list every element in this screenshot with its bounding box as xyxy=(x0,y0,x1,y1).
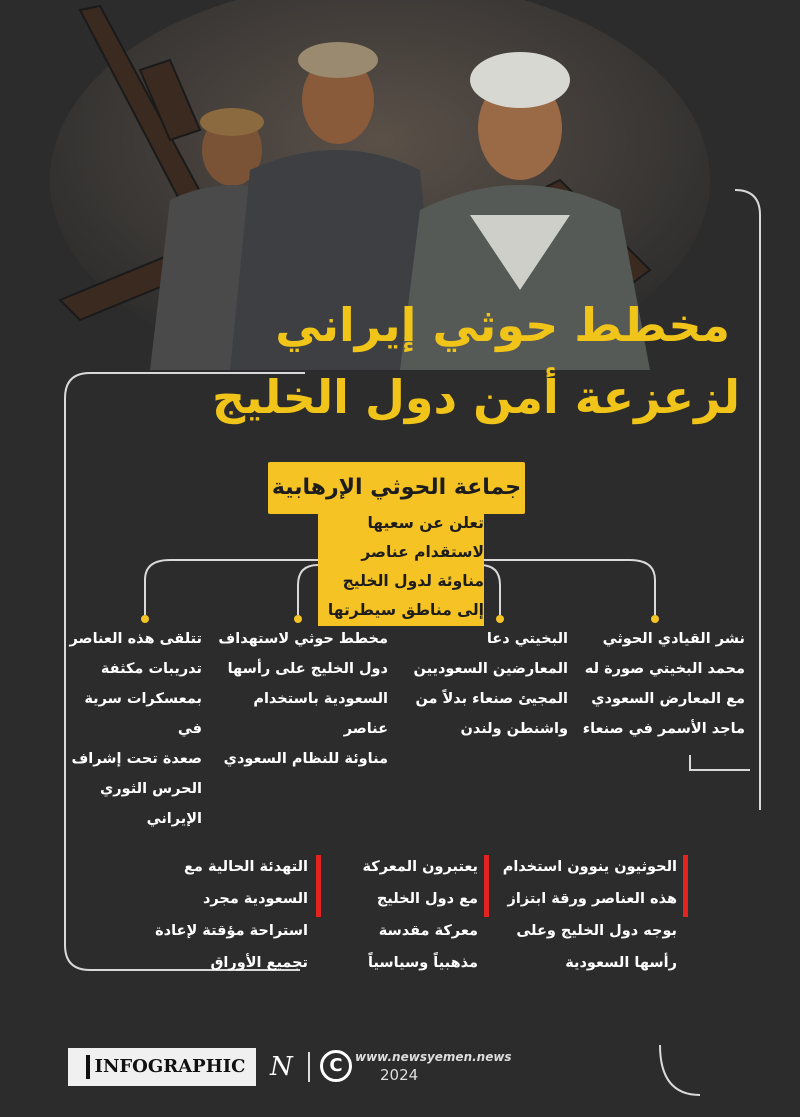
bottom-line: التهدئة الحالية مع xyxy=(184,859,308,875)
group-label: جماعة الحوثي الإرهابية xyxy=(268,462,525,514)
bottom-line: السعودية مجرد xyxy=(202,891,308,907)
column-line: مناوئة للنظام السعودي xyxy=(223,751,388,767)
bullet-dot xyxy=(294,615,302,623)
intro-line: مناوئة لدول الخليج xyxy=(342,572,484,590)
column-line: البخيتي دعا xyxy=(486,631,568,647)
bottom-line: رأسها السعودية xyxy=(565,955,677,971)
bottom-line: مع دول الخليج xyxy=(376,891,478,907)
column-line: السعودية باستخدام عناصر xyxy=(253,691,388,737)
copyright-icon: C xyxy=(320,1050,352,1082)
column-plan xyxy=(208,624,388,774)
column-line: تدريبات مكثفة xyxy=(100,661,202,677)
logo-mark: N xyxy=(270,1052,293,1082)
bullet-dot xyxy=(496,615,504,623)
intro-text xyxy=(314,509,484,625)
bottom-line: الحوثيون ينوون استخدام xyxy=(502,859,677,875)
column-line: بمعسكرات سرية في xyxy=(84,691,202,737)
column-line: مع المعارض السعودي xyxy=(591,691,745,707)
right-corner-line xyxy=(690,755,750,770)
footer-separator xyxy=(308,1052,310,1082)
bullet-dot xyxy=(141,615,149,623)
column-line: المعارضين السعوديين xyxy=(413,661,568,677)
infographic-bar xyxy=(86,1055,90,1079)
red-accent-bar xyxy=(316,855,321,917)
main-title-line2: لزعزعة أمن دول الخليج xyxy=(212,370,740,424)
column-line: صعدة تحت إشراف xyxy=(71,751,202,767)
column-line: الحرس الثوري الإيراني xyxy=(99,781,202,827)
year-label: 2024 xyxy=(380,1066,419,1084)
red-accent-bar xyxy=(484,855,489,917)
column-bukhaiti-photo xyxy=(565,624,745,744)
column-line: واشنطن ولندن xyxy=(460,721,568,737)
column-line: تتلقى هذه العناصر xyxy=(69,631,202,647)
bottom-line: بوجه دول الخليج وعلى xyxy=(516,923,677,939)
bottom-block-blackmail xyxy=(497,851,677,979)
bottom-line: معركة مقدسة xyxy=(378,923,478,939)
bottom-line: استراحة مؤقتة لإعادة xyxy=(155,923,308,939)
column-line: ماجد الأسمر في صنعاء xyxy=(582,721,745,737)
column-line: نشر القيادي الحوثي xyxy=(602,631,745,647)
infographic-label: INFOGRAPHIC xyxy=(94,1056,246,1077)
intro-line: لاستقدام عناصر xyxy=(361,543,484,561)
column-bukhaiti-call xyxy=(388,624,568,744)
bottom-block-holy-battle xyxy=(318,851,478,979)
main-title-line1: مخطط حوثي إيراني xyxy=(275,298,730,352)
bottom-line: مذهبياً وسياسياً xyxy=(368,955,478,971)
column-line: محمد البخيتي صورة له xyxy=(584,661,745,677)
column-line: مخطط حوثي لاستهداف xyxy=(218,631,388,647)
bottom-line: تجميع الأوراق xyxy=(210,955,308,971)
infographic-label-box xyxy=(68,1048,256,1086)
column-line: المجيئ صنعاء بدلاً من xyxy=(415,691,568,707)
footer-corner-line xyxy=(660,1045,700,1095)
column-line: دول الخليج على رأسها xyxy=(227,661,388,677)
footer xyxy=(68,1044,518,1092)
column-training xyxy=(62,624,202,834)
bottom-line: يعتبرون المعركة xyxy=(362,859,478,875)
intro-line: إلى مناطق سيطرتها xyxy=(327,601,484,619)
bottom-line: هذه العناصر ورقة ابتزاز xyxy=(507,891,677,907)
intro-line: تعلن عن سعيها xyxy=(367,514,484,532)
bullet-dot xyxy=(651,615,659,623)
red-accent-bar xyxy=(683,855,688,917)
website-url[interactable]: www.newsyemen.news xyxy=(355,1050,512,1064)
bottom-block-truce xyxy=(138,851,308,979)
